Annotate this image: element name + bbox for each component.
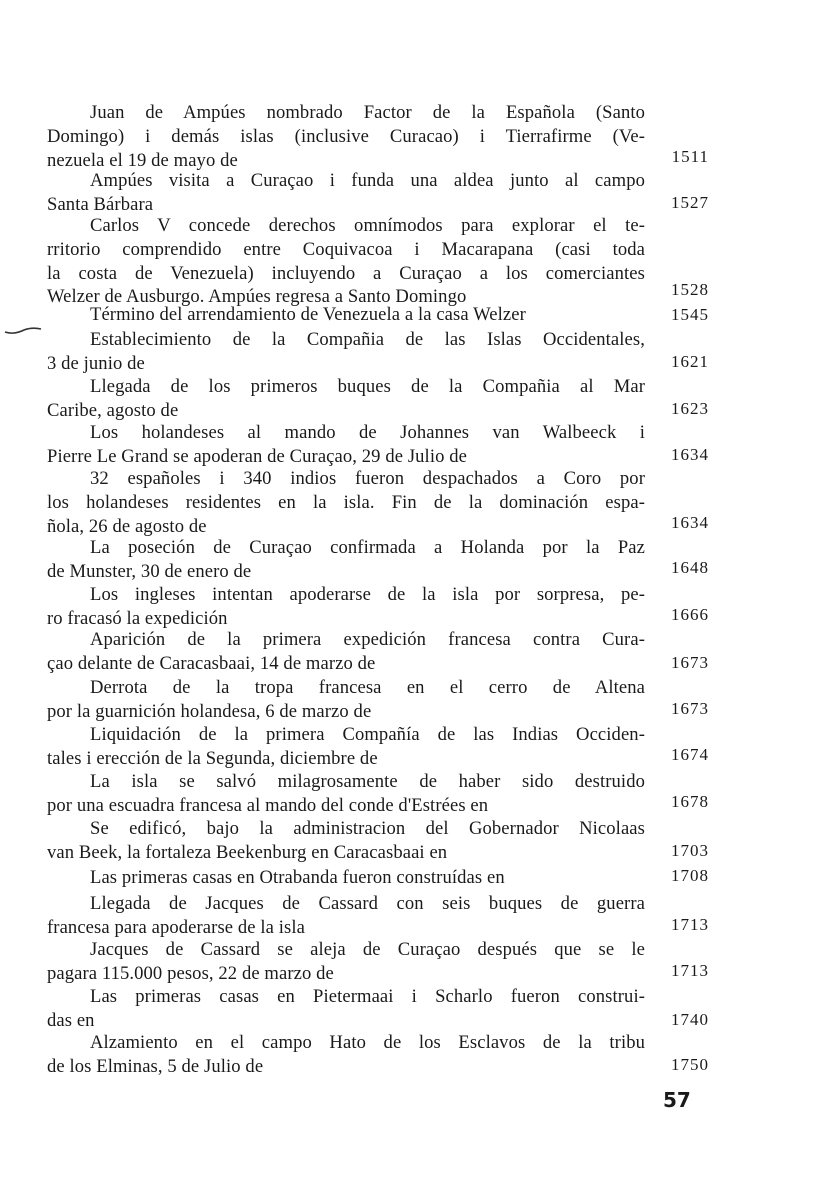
entry-line: Derrota de la tropa francesa en el cerro de Altena [90, 677, 645, 698]
chronology-entry [47, 421, 645, 469]
entry-line: Carlos V concede derechos omnímodos para explorar el te- [90, 215, 645, 236]
entry-line: La poseción de Curaçao confirmada a Holanda por la Paz [90, 537, 645, 558]
entry-year: 1674 [671, 745, 709, 764]
entry-line: Pierre Le Grand se apoderan de Curaçao, 29 de Julio de [47, 445, 467, 467]
entry-line: rritorio comprendido entre Coquivacoa i Macarapana (casi toda [47, 238, 645, 260]
entry-line: por la guarnición holandesa, 6 de marzo de [47, 700, 372, 722]
chronology-entry [47, 985, 645, 1033]
entry-line: Llegada de Jacques de Cassard con seis buques de guerra [90, 893, 645, 914]
entry-year: 1708 [671, 866, 709, 885]
entry-line: çao delante de Caracasbaai, 14 de marzo de [47, 652, 376, 674]
entry-year: 1740 [671, 1010, 709, 1029]
entry-year: 1648 [671, 558, 709, 577]
margin-mark [4, 326, 42, 336]
entry-line: Welzer de Ausburgo. Ampúes regresa a Santo Domingo [47, 286, 467, 308]
entry-line: francesa para apoderarse de la isla [47, 916, 305, 938]
chronology-entry [47, 101, 645, 172]
entry-year: 1621 [671, 352, 709, 371]
entry-year: 1666 [671, 605, 709, 624]
entry-year: 1750 [671, 1055, 709, 1074]
chronology-entry [47, 770, 645, 818]
entry-year: 1528 [671, 280, 709, 299]
entry-line: Término del arrendamiento de Venezuela a la casa Welzer [90, 304, 526, 325]
entry-year: 1673 [671, 699, 709, 718]
entry-line: Caribe, agosto de [47, 399, 179, 421]
entry-year: 1673 [671, 653, 709, 672]
entry-year: 1527 [671, 193, 709, 212]
chronology-entry [47, 817, 645, 865]
chronology-entry [47, 938, 645, 986]
entry-line: Liquidación de la primera Compañía de las Indias Occiden- [90, 724, 645, 745]
entry-line: Establecimiento de la Compañia de las Islas Occidentales, [90, 329, 645, 350]
entry-line: tales i erección de la Segunda, diciembre de [47, 747, 378, 769]
entry-year: 1703 [671, 841, 709, 860]
entry-line: nezuela el 19 de mayo de [47, 149, 238, 171]
entry-line: ñola, 26 de agosto de [47, 515, 207, 537]
chronology-entry [47, 303, 645, 327]
entry-line: Aparición de la primera expedición francesa contra Cura- [90, 629, 645, 650]
chronology-entry [47, 328, 645, 376]
entry-line: Se edificó, bajo la administracion del Gobernador Nicolaas [90, 818, 645, 839]
entry-line: 32 españoles i 340 indios fueron despachados a Coro por [90, 468, 645, 489]
entry-line: 3 de junio de [47, 352, 145, 374]
entry-line: Jacques de Cassard se aleja de Curaçao después que se le [90, 939, 645, 960]
chronology-entry [47, 375, 645, 423]
chronology-entry [47, 169, 645, 217]
chronology-entry [47, 866, 645, 890]
entry-year: 1713 [671, 915, 709, 934]
entry-line: de Munster, 30 de enero de [47, 560, 252, 582]
chronology-entry [47, 676, 645, 724]
entry-year: 1511 [671, 147, 709, 166]
chronology-entry [47, 214, 645, 309]
entry-line: ro fracasó la expedición [47, 607, 228, 629]
entry-line: van Beek, la fortaleza Beekenburg en Caracasbaai en [47, 841, 448, 863]
entry-line: de los Elminas, 5 de Julio de [47, 1055, 264, 1077]
entry-year: 1634 [671, 513, 709, 532]
entry-line: Alzamiento en el campo Hato de los Esclavos de la tribu [90, 1032, 645, 1053]
entry-line: das en [47, 1009, 95, 1031]
entry-line: los holandeses residentes en la isla. Fin de la dominación espa- [47, 491, 645, 513]
entry-year: 1545 [671, 305, 709, 324]
entry-line: pagara 115.000 pesos, 22 de marzo de [47, 962, 334, 984]
entry-line: Los ingleses intentan apoderarse de la isla por sorpresa, pe- [90, 584, 645, 605]
entry-line: Santa Bárbara [47, 193, 154, 215]
entry-line: Ampúes visita a Curaçao i funda una aldea junto al campo [90, 170, 645, 191]
chronology-entry [47, 892, 645, 940]
chronology-entry [47, 628, 645, 676]
entry-line: Llegada de los primeros buques de la Compañia al Mar [90, 376, 645, 397]
entry-year: 1713 [671, 961, 709, 980]
entry-year: 1678 [671, 792, 709, 811]
chronology-entry [47, 467, 645, 538]
entry-line: Domingo) i demás islas (inclusive Curacao) i Tierrafirme (Ve- [47, 125, 645, 147]
chronology-entry [47, 723, 645, 771]
entry-line: Las primeras casas en Pietermaai i Scharlo fueron construi- [90, 986, 645, 1007]
entry-line: Juan de Ampúes nombrado Factor de la Española (Santo [90, 102, 645, 123]
entry-line: la costa de Venezuela) incluyendo a Curaçao a los comerciantes [47, 262, 645, 284]
chronology-entry [47, 536, 645, 584]
chronology-entry [47, 583, 645, 631]
entry-line: Las primeras casas en Otrabanda fueron construídas en [90, 867, 505, 888]
entry-year: 1634 [671, 445, 709, 464]
entry-line: Los holandeses al mando de Johannes van Walbeeck i [90, 422, 645, 443]
entry-year: 1623 [671, 399, 709, 418]
entry-line: La isla se salvó milagrosamente de haber sido destruido [90, 771, 645, 792]
page-number: 57 [663, 1088, 691, 1112]
entry-line: por una escuadra francesa al mando del conde d'Estrées en [47, 794, 489, 816]
chronology-entry [47, 1031, 645, 1079]
